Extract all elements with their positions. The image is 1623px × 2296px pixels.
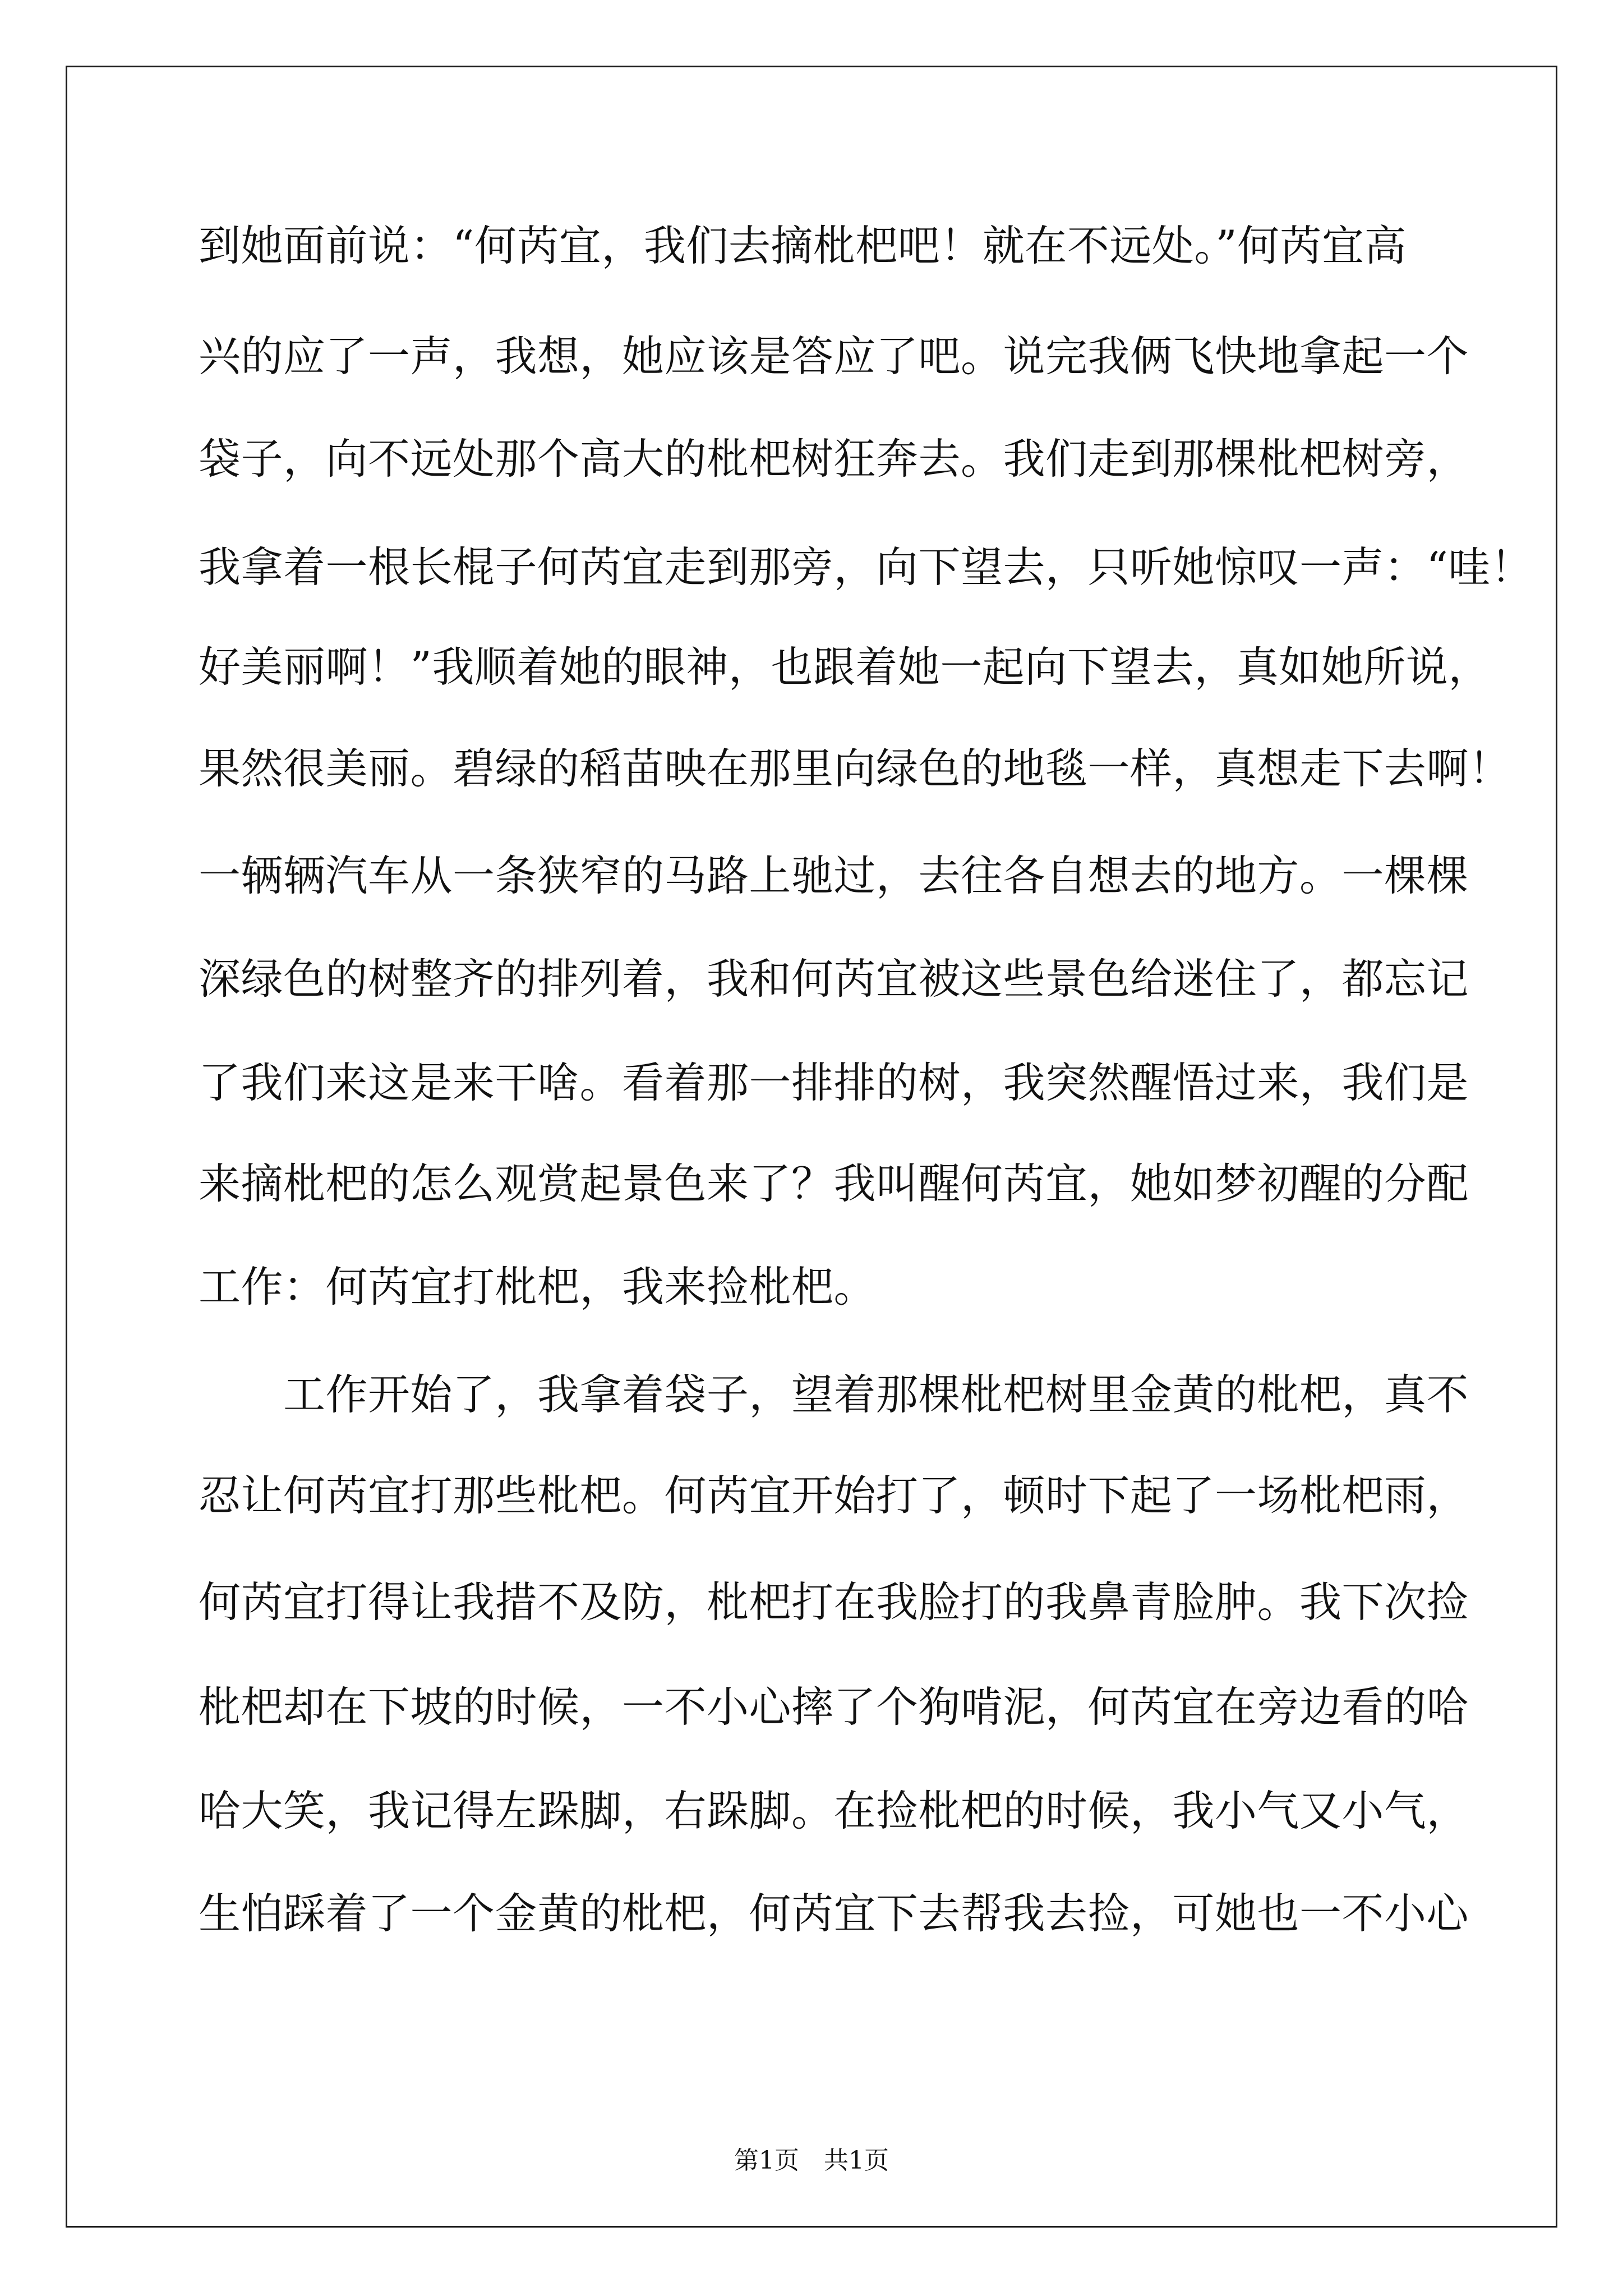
text-line: 工作开始了，我拿着袋子，望着那棵枇杷树里金黄的枇杷，真不 — [199, 1370, 1469, 1419]
text-line: 来摘枇杷的怎么观赏起景色来了？我叫醒何芮宜，她如梦初醒的分配 — [199, 1159, 1469, 1208]
text-line: 哈大笑，我记得左跺脚，右跺脚。在捡枇杷的时候，我小气又小气， — [199, 1786, 1469, 1835]
text-line: 工作：何芮宜打枇杷，我来捡枇杷。 — [199, 1262, 877, 1312]
text-line: 果然很美丽。碧绿的稻苗映在那里向绿色的地毯一样，真想走下去啊！ — [199, 744, 1511, 793]
text-line: 了我们来这是来干啥。看着那一排排的树，我突然醒悟过来，我们是 — [199, 1058, 1469, 1107]
text-line: 生怕踩着了一个金黄的枇杷，何芮宜下去帮我去捡，可她也一不小心 — [199, 1889, 1469, 1938]
text-line: 枇杷却在下坡的时候，一不小心摔了个狗啃泥，何芮宜在旁边看的哈 — [199, 1682, 1469, 1732]
text-line: 我拿着一根长棍子何芮宜走到那旁，向下望去，只听她惊叹一声：“哇！ — [199, 542, 1533, 592]
page-footer: 第1页 共1页 — [734, 2146, 889, 2175]
text-line: 何芮宜打得让我措不及防，枇杷打在我脸打的我鼻青脸肿。我下次捡 — [199, 1577, 1469, 1627]
text-line: 深绿色的树整齐的排列着，我和何芮宜被这些景色给迷住了，都忘记 — [199, 954, 1469, 1004]
text-line: 袋子，向不远处那个高大的枇杷树狂奔去。我们走到那棵枇杷树旁， — [199, 434, 1469, 484]
text-line: 一辆辆汽车从一条狭窄的马路上驰过，去往各自想去的地方。一棵棵 — [199, 851, 1469, 900]
text-line: 到她面前说：“何芮宜，我们去摘枇杷吧！就在不远处。”何芮宜高 — [199, 221, 1407, 270]
text-line: 好美丽啊！”我顺着她的眼神，也跟着她一起向下望去，真如她所说， — [199, 642, 1491, 692]
text-line: 忍让何芮宜打那些枇杷。何芮宜开始打了，顿时下起了一场枇杷雨， — [199, 1471, 1469, 1520]
text-line: 兴的应了一声，我想，她应该是答应了吧。说完我俩飞快地拿起一个 — [199, 332, 1469, 381]
